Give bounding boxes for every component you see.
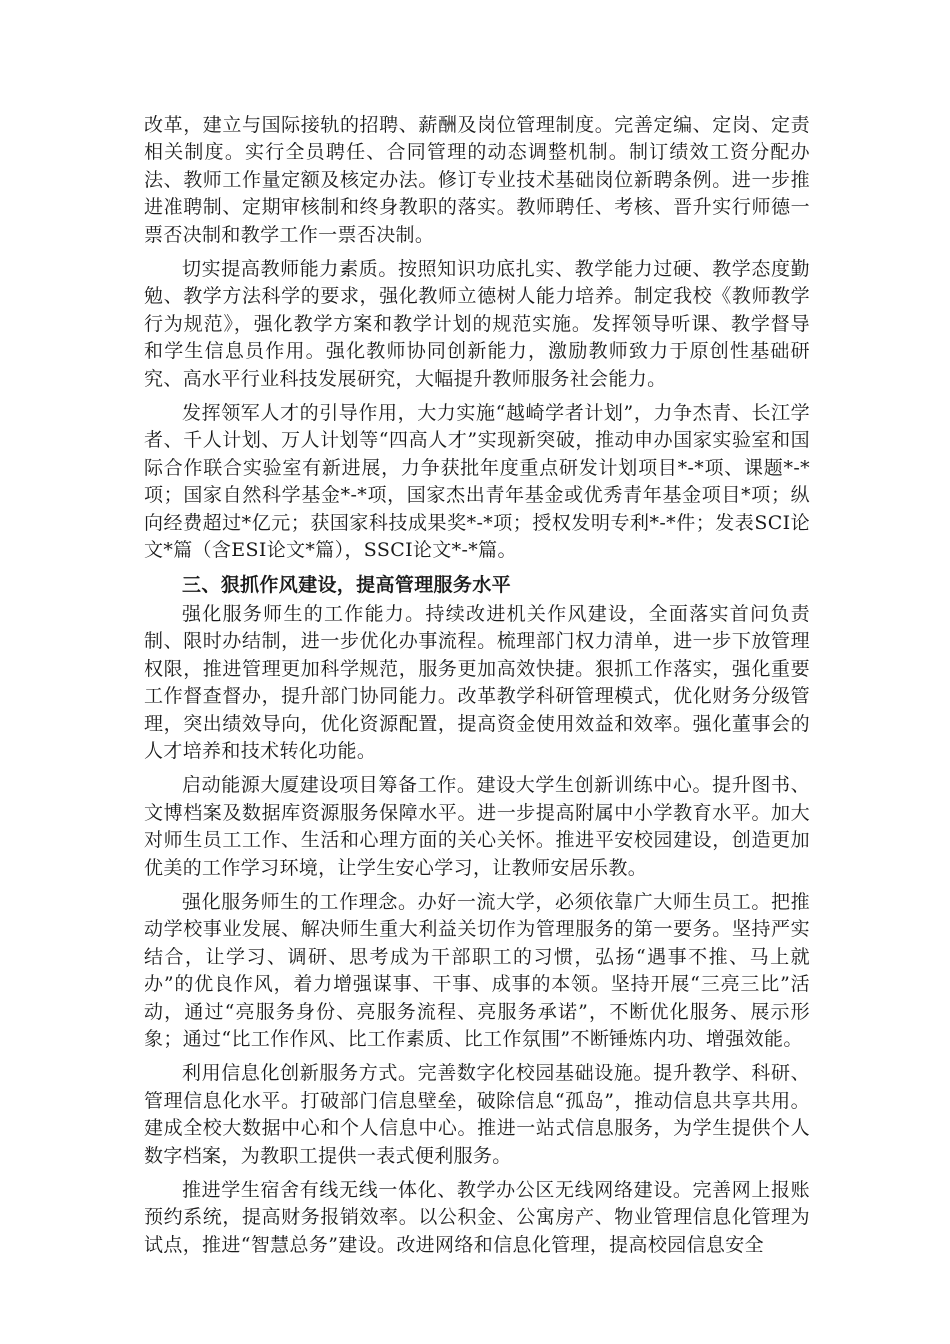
paragraph-service-philosophy: 强化服务师生的工作理念。办好一流大学，必须依靠广大师生员工。把推动学校事业发展、解决师生重大利益关切作为管理服务的第一要务。坚持严实结合，让学习、调研、思考成为干部职工的习惯，弘扬“遇事不推、马上就办”的优良作风，着力增强谋事、干事、成事的本领。坚持开展“三亮三比”活动，通过“亮服务身份、亮服务流程、亮服务承诺”，不断优化服务、展示形象；通过“比工作作风、比工作素质、比工作氛围”不断锤炼内功、增强效能。 (144, 890, 810, 1050)
paragraph-personnel-reform: 改革，建立与国际接轨的招聘、薪酬及岗位管理制度。完善定编、定岗、定责相关制度。实行全员聘任、合同管理的动态调整机制。制订绩效工资分配办法、教师工作量定额及核定办法。修订专业技术基础岗位新聘条例。进一步推进准聘制、定期审核制和终身教职的落实。教师聘任、考核、晋升实行师德一票否决制和教学工作一票否决制。 (144, 114, 810, 246)
paragraph-teacher-ability: 切实提高教师能力素质。按照知识功底扎实、教学能力过硬、教学态度勤勉、教学方法科学的要求，强化教师立德树人能力培养。制定我校《教师教学行为规范》，强化教学方案和教学计划的规范实施。发挥领导听课、教学督导和学生信息员作用。强化教师协同创新能力，激励教师致力于原创性基础研究、高水平行业科技发展研究，大幅提升教师服务社会能力。 (144, 258, 810, 390)
paragraph-energy-building: 启动能源大厦建设项目筹备工作。建设大学生创新训练中心。提升图书、文博档案及数据库资源服务保障水平。进一步提高附属中小学教育水平。加大对师生员工工作、生活和心理方面的关心关怀。推进平安校园建设，创造更加优美的工作学习环境，让学生安心学习，让教师安居乐教。 (144, 774, 810, 879)
paragraph-network-construction: 推进学生宿舍有线无线一体化、教学办公区无线网络建设。完善网上报账预约系统，提高财务报销效率。以公积金、公寓房产、物业管理信息化管理为试点，推进“智慧总务”建设。改进网络和信息化管理，提高校园信息安全 (144, 1179, 810, 1256)
paragraph-leading-talent: 发挥领军人才的引导作用，大力实施“越崎学者计划”，力争杰青、长江学者、千人计划、万人计划等“四高人才”实现新突破，推动申办国家实验室和国际合作联合实验室有新进展，力争获批年度重点研发计划项目*-*项、课题*-*项；国家自然科学基金*-*项，国家杰出青年基金或优秀青年基金项目*项；纵向经费超过*亿元；获国家科技成果奖*-*项；授权发明专利*-*件；发表SCI论文*篇（含ESI论文*篇），SSCI论文*-*篇。 (144, 402, 810, 562)
paragraph-service-capability: 强化服务师生的工作能力。持续改进机关作风建设，全面落实首问负责制、限时办结制，进一步优化办事流程。梳理部门权力清单，进一步下放管理权限，推进管理更加科学规范，服务更加高效快捷。狠抓工作落实，强化重要工作督查督办，提升部门协同能力。改革教学科研管理模式，优化财务分级管理，突出绩效导向，优化资源配置，提高资金使用效益和效率。强化董事会的人才培养和技术转化功能。 (144, 602, 810, 762)
document-page (144, 112, 810, 1266)
paragraph-informatization: 利用信息化创新服务方式。完善数字化校园基础设施。提升教学、科研、管理信息化水平。打破部门信息壁垒，破除信息“孤岛”，推动信息共享共用。建成全校大数据中心和个人信息中心。推进一站式信息服务，为学生提供个人数字档案，为教职工提供一表式便利服务。 (144, 1062, 810, 1167)
section-heading: 三、狠抓作风建设，提高管理服务水平 (182, 573, 511, 596)
